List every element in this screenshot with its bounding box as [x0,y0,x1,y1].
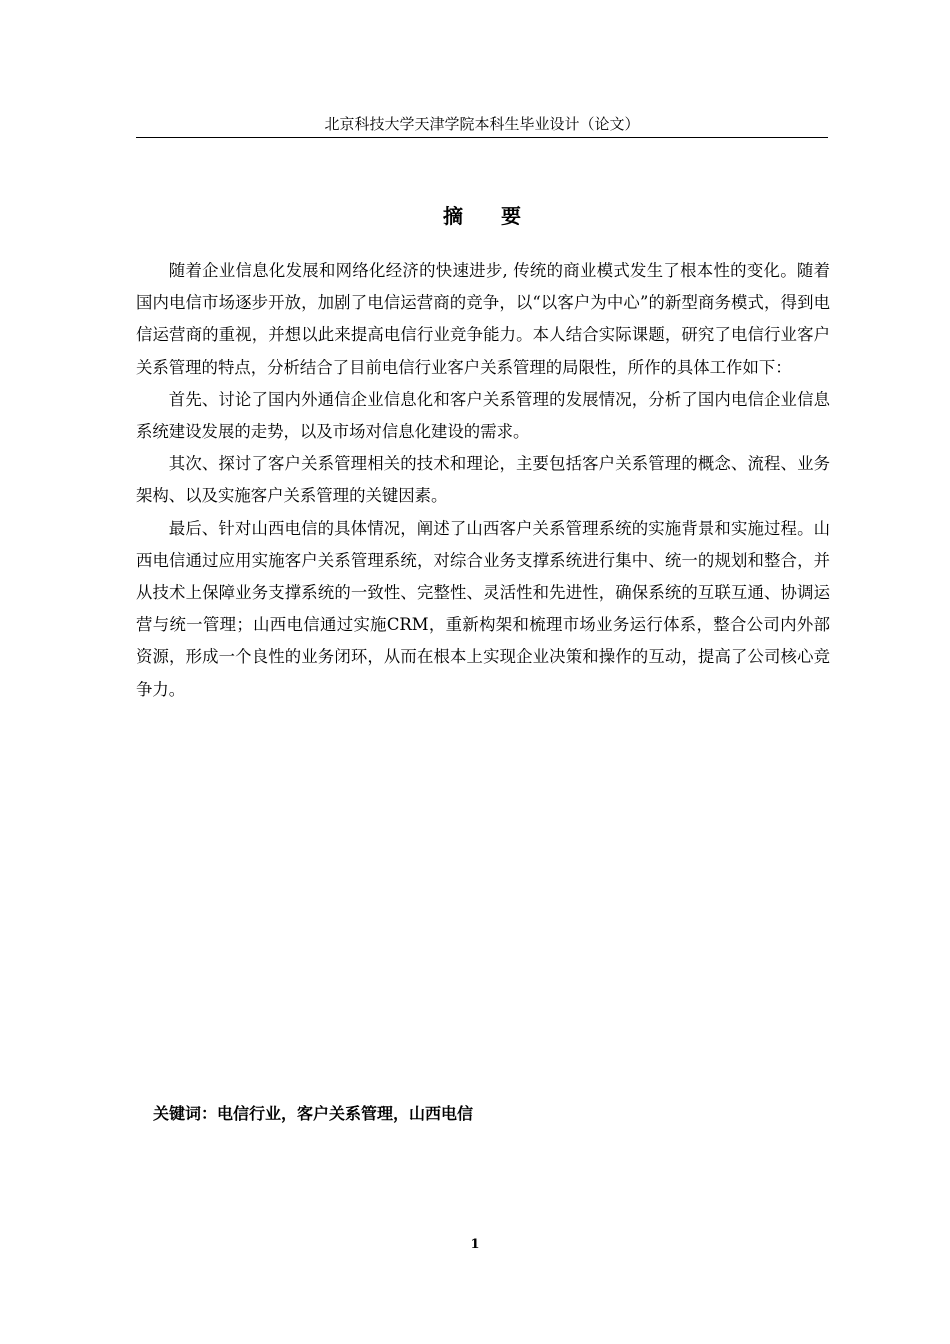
page-number: 1 [470,1237,480,1252]
abstract-paragraph-1: 随着企业信息化发展和网络化经济的快速进步, 传统的商业模式发生了根本性的变化。随着国内电信市场逐步开放，加剧了电信运营商的竞争，以“以客户为中心”的新型商务模式，得到电信运营商的重视，并想以此来提高电信行业竞争能力。本人结合实际课题，研究了电信行业客户关系管理的特点，分析结合了目前电信行业客户关系管理的局限性，所作的具体工作如下： [136,261,830,377]
abstract-body [136,255,830,706]
header-rule [136,137,828,138]
abstract-paragraph-2: 首先、讨论了国内外通信企业信息化和客户关系管理的发展情况，分析了国内电信企业信息系统建设发展的走势，以及市场对信息化建设的需求。 [136,389,830,442]
abstract-paragraph-3: 其次、探讨了客户关系管理相关的技术和理论，主要包括客户关系管理的概念、流程、业务架构、以及实施客户关系管理的关键因素。 [136,454,830,506]
running-header: 北京科技大学天津学院本科生毕业设计（论文） [324,115,640,133]
abstract-title: 摘要 [443,204,559,228]
abstract-paragraph-4: 最后、针对山西电信的具体情况，阐述了山西客户关系管理系统的实施背景和实施过程。山西电信通过应用实施客户关系管理系统，对综合业务支撑系统进行集中、统一的规划和整合，并从技术上保障业务支撑系统的一致性、完整性、灵活性和先进性，确保系统的互联互通、协调运营与统一管理；山西电信通过实施CRM，重新构架和梳理市场业务运行体系，整合公司内外部资源，形成一个良性的业务闭环，从而在根本上实现企业决策和操作的互动，提高了公司核心竞争力。 [136,518,830,699]
keywords-line: 关键词：电信行业，客户关系管理，山西电信 [153,1104,474,1123]
